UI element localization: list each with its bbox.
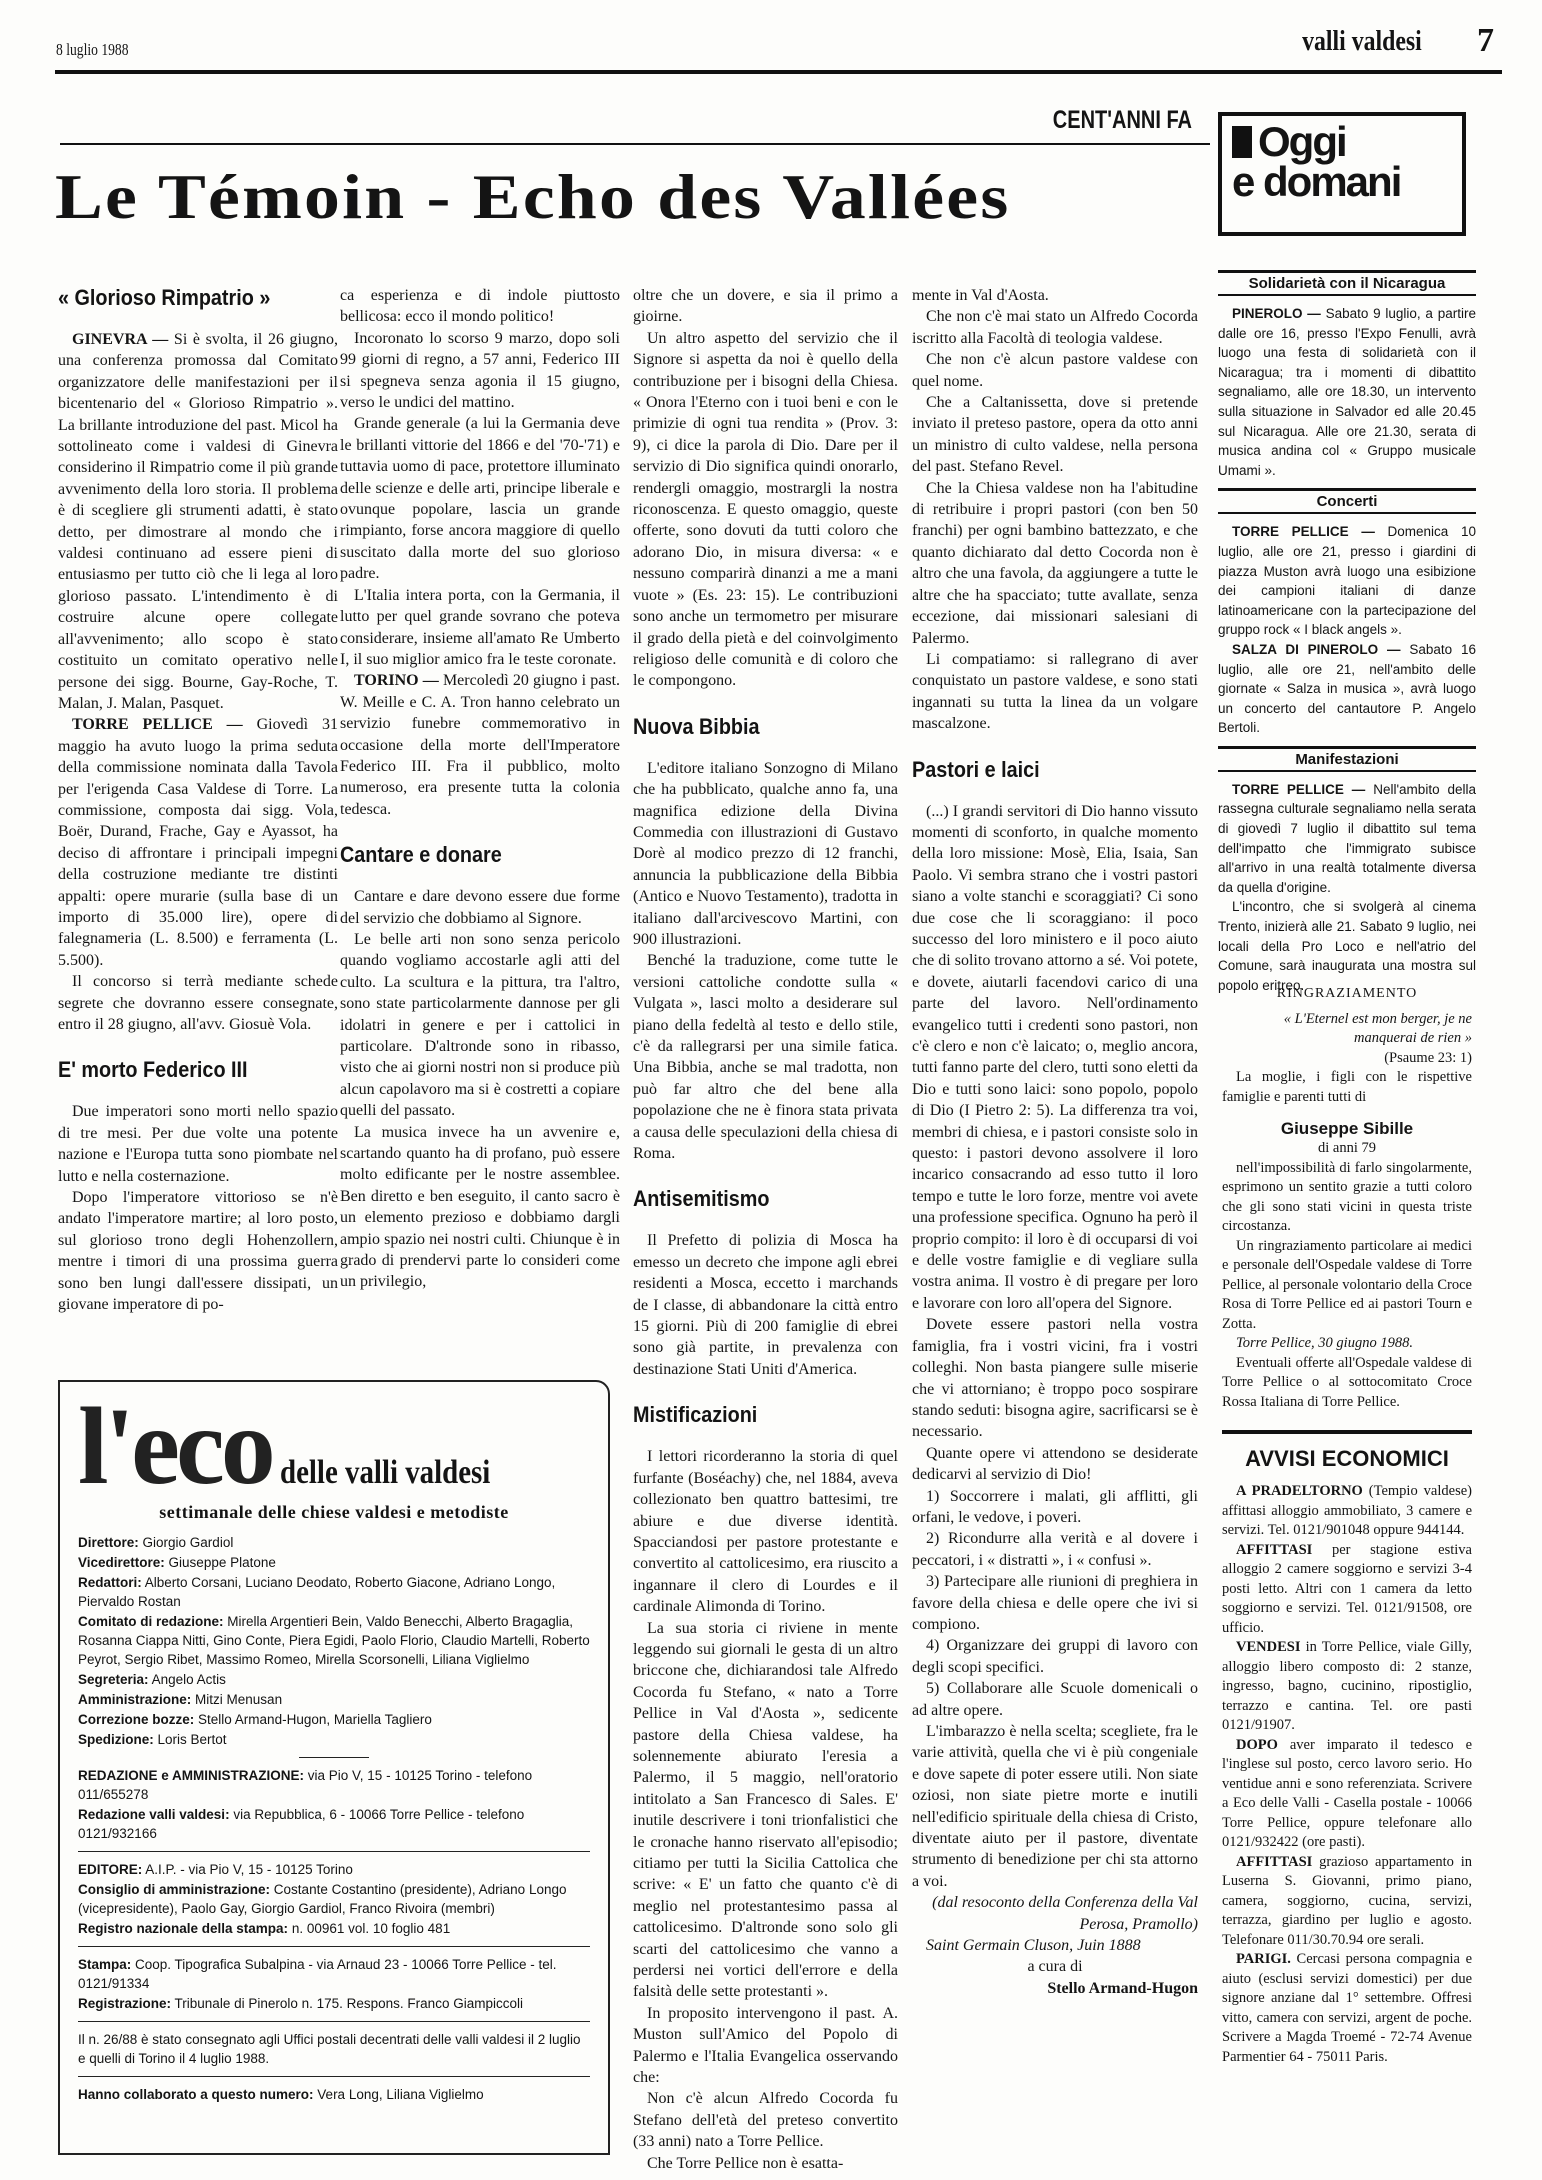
divider: [78, 2076, 590, 2077]
paragraph: Incoronato lo scorso 9 marzo, dopo soli 99 giorni di regno, a 57 anni, Federico III si spegneva senza agonia il 15 giugno, verso le undici del mattino.: [340, 329, 620, 412]
paragraph: 1) Soccorrere i malati, gli afflitti, gli orfani, le vedove, i poveri.: [912, 1487, 1198, 1526]
colophon-value: Alberto Corsani, Luciano Deodato, Roberto Giacone, Adriano Longo, Piervaldo Rostan: [78, 1575, 556, 1609]
article-heading: « Glorioso Rimpatrio »: [58, 285, 271, 310]
paragraph: mente in Val d'Aosta.: [912, 287, 1049, 304]
paragraph: TORRE PELLICE — Giovedì 31 maggio ha avuto luogo la prima seduta della commissione nominata dalla Tavola per l'erigenda Casa Valdese di Torre. La commissione, composta dai sigg. Vola, Boër, Durand, Frache, Gay e Ayassot, ha deciso di affrontare i principali impegni della costruzione mediante tre distinti appalti: opere murarie (sulla base di un importo di 35.000 lire), opere di falegnameria (L. 8.500) e ferramenta (L. 5.500).: [58, 716, 339, 969]
paragraph: Il concorso si terrà mediante schede segrete che dovranno essere consegnate, entro il 28 giugno, all'avv. Giosuè Vola.: [58, 973, 338, 1033]
dateline: DOPO: [1236, 1736, 1278, 1753]
paragraph: (Psaume 23: 1): [1384, 1049, 1472, 1066]
paragraph: (dal resoconto della Conferenza della Val Perosa, Pramollo): [932, 1894, 1198, 1933]
paragraph: Non c'è alcun Alfredo Cocorda fu Stefano dell'età del preteso convertito (33 anni) nato a Torre Pellice.: [633, 2090, 898, 2151]
page-title: Le Témoin - Echo des Vallées: [55, 161, 1011, 232]
column-4: [912, 285, 1198, 1999]
eco-logo-subtitle: delle valli valdesi: [279, 1454, 491, 1491]
paragraph: In proposito intervengono il past. A. Muston sull'Amico del Popolo di Palermo e l'Italia Evangelica osservando che:: [633, 2004, 898, 2087]
page-number: 7: [1477, 22, 1494, 59]
paragraph: La musica invece ha un avvenire e, scartando quanto ha di profano, può essere molto edificante per le nostre assemblee. Ben diretto e ben eseguito, il canto sacro è un elemento prezioso e dobbiamo dargli ampio spazio nei nostri culti. Chiunque è in grado di prendervi parte lo consideri come un privilegio,: [340, 1123, 620, 1291]
colophon-value: Tribunale di Pinerolo n. 175. Respons. Franco Giampiccoli: [174, 1996, 523, 2011]
paragraph: Grande generale (a lui la Germania deve le brillanti vittorie del 1866 e del '70-'71) e tuttavia uomo di pace, protettore illuminato delle scienze e delle arti, principe liberale e ovunque popolare, lascia un grande rimpianto, forse ancora maggiore di quello suscitato dalla morte del suo glorioso padre.: [340, 415, 620, 583]
colophon-label: Redazione valli valdesi:: [78, 1807, 230, 1822]
colophon-label: Registro nazionale della stampa:: [78, 1921, 289, 1936]
article-heading: Cantare e donare: [340, 842, 502, 868]
colophon-line: [78, 1860, 590, 1879]
colophon-line: [78, 1612, 590, 1669]
events-column: [1218, 262, 1476, 995]
divider: [299, 1757, 369, 1758]
colophon-value: Giorgio Gardiol: [142, 1535, 234, 1550]
paragraph: Benché la traduzione, come tutte le versioni cattoliche condotte sulla « Vulgata », lasci molto a desiderare sul piano della fedeltà al testo e dello stile, c'è da rallegrarsi per una simile fatica. Una Bibbia, anche se mal tradotta, non può far altro che del bene alla popolazione che ne è finora stata privata a causa delle speculazioni della chiesa di Roma.: [633, 952, 898, 1163]
paragraph: « L'Eternel est mon berger, je ne manquerai de rien »: [1283, 1010, 1472, 1046]
colophon-label: Segreteria:: [78, 1672, 149, 1687]
person-name: Giuseppe Sibille: [1280, 1119, 1414, 1138]
colophon-line: [78, 1880, 590, 1918]
oggi-subtitle: e domani: [1232, 158, 1401, 205]
paragraph: Un ringraziamento particolare ai medici e personale dell'Ospedale valdese di Torre Pellice, al personale volontario della Croce Rosa di Torre Pellice ed ai pastori Tourn e Zotta.: [1222, 1237, 1472, 1332]
paragraph: Che non c'è mai stato un Alfredo Cocorda iscritto alla Facoltà di teologia valdese.: [912, 308, 1198, 347]
column-3: [633, 285, 898, 2174]
colophon-label: Amministrazione:: [78, 1692, 192, 1707]
paragraph: SALZA DI PINEROLO — Sabato 16 luglio, alle ore 21, nell'ambito delle giornate « Salza in musica », avrà luogo un concerto del cantautore P. Angelo Bertoli.: [1218, 641, 1476, 736]
dateline: SALZA DI PINEROLO —: [1232, 641, 1401, 657]
paragraph: (...) I grandi servitori di Dio hanno vissuto momenti di sconforto, in qualche momento della loro missione: Mosè, Elia, Isaia, San Paolo. Vi sembra strano che i vostri pastori siano a volte stanchi e scoraggiati? Ci sono due cose che li scoraggiano: il poco successo del loro ministero e il poco aiuto che di solito trovano attorno a sé. Voi potete, e dovete, aiutarli facendovi carico di una parte del lavoro. Nell'ordinamento evangelico tutti i credenti sono pastori, non c'è clero e non c'è laicato; o, meglio ancora, tutti fanno parte del clero, tutti sono eletti da Dio e tutti sono laici: sono popolo, popolo di Dio (I Pietro 2: 5). La differenza tra voi, membri di chiesa, e i pastori consiste solo in questo: i pastori devono assolvere il loro incarico consacrando ad esso tutto il loro tempo e tutte le loro forze, mentre voi avete una professione specifica. Ognuno ha però il proprio compito: il loro è di occuparsi di voi e delle vostre famiglie e di vegliare sulla vostra anima. Il vostro è di pregare per loro e lavorare con loro all'opera del Signore.: [912, 802, 1198, 1312]
paragraph: Che non c'è alcun pastore valdese con quel nome.: [912, 351, 1198, 390]
paragraph: L'incontro, che si svolgerà al cinema Trento, inizierà alle 21. Sabato 9 luglio, nei locali della Pro Loco e nell'atrio del Comune, sarà inaugurata una mostra sul popolo eritreo.: [1218, 899, 1476, 993]
colophon-label: Registrazione:: [78, 1996, 172, 2011]
colophon-value: Giuseppe Platone: [168, 1555, 276, 1570]
colophon-line: [78, 1573, 590, 1611]
divider: [78, 1946, 590, 1947]
colophon-line: [78, 1955, 590, 1993]
dateline: GINEVRA —: [72, 331, 169, 348]
paragraph: L'editore italiano Sonzogno di Milano che ha pubblicato, qualche anno fa, una magnifica edizione della Divina Commedia con illustrazioni di Gustavo Dorè al modico prezzo di 12 franchi, annuncia la pubblicazione della Bibbia (Antico e Nuovo Testamento), tradotta in italiano dall'arcivescovo Martini, con 900 illustrazioni.: [633, 759, 898, 948]
paragraph: a cura di: [1027, 1958, 1083, 1976]
colophon-label: Vicedirettore:: [78, 1555, 165, 1570]
paragraph: Il Prefetto di polizia di Mosca ha emesso un decreto che impone agli ebrei residenti a Mosca, eccetto i marchands de I classe, di abbandonare la città entro 15 giorni. Più di 200 famiglie di ebrei sono già partite, in prevalenza con destinazione Stati Uniti d'America.: [633, 1232, 898, 1378]
colophon-label: Comitato di redazione:: [78, 1614, 224, 1629]
colophon-label: Correzione bozze:: [78, 1712, 195, 1727]
paragraph: AFFITTASI grazioso appartamento in Luserna S. Giovanni, primo piano, camera, soggiorno, cucina, servizi, terrazza, giardino per luglio e agosto. Telefonare 011/30.70.94 ore serali.: [1222, 1853, 1473, 1948]
colophon-line: [78, 1766, 590, 1804]
colophon-value: Angelo Actis: [151, 1672, 226, 1687]
colophon-line: [78, 1553, 590, 1572]
colophon-line: [78, 1533, 590, 1552]
paragraph: di anni 79: [1318, 1140, 1376, 1156]
paragraph: 2) Ricondurre alla verità e al dovere i peccatori, i « distratti », i « confusi ».: [912, 1530, 1198, 1569]
paragraph: DOPO aver imparato il tedesco e l'inglese sul posto, cerco lavoro serio. Ho ventidue anni e sono referenziata. Scrivere a Eco delle Valli - Casella postale - 10066 Torre Pellice, oppure telefonare allo 0121/932422 (ore pasti).: [1222, 1736, 1472, 1850]
colophon-value: Stello Armand-Hugon, Mariella Tagliero: [198, 1712, 432, 1727]
divider: [78, 2021, 590, 2022]
paragraph: A PRADELTORNO (Tempio valdese) affittasi alloggio ammobiliato, 3 camere e servizi. Tel. 0121/901048 oppure 944144.: [1222, 1483, 1472, 1538]
dateline: PINEROLO —: [1232, 306, 1321, 321]
oggi-title: Oggi: [1258, 118, 1346, 165]
paragraph: oltre che un dovere, e sia il primo a gioirne.: [633, 287, 898, 326]
colophon-line: [78, 1710, 590, 1729]
colophon-box: [58, 1380, 610, 2155]
divider: [78, 1851, 590, 1852]
dateline: A PRADELTORNO: [1236, 1483, 1363, 1499]
colophon-label: Direttore:: [78, 1535, 139, 1550]
paragraph: Dovete essere pastori nella vostra famiglia, fra i vostri vicini, fra i vostri colleghi. Non basta piangere sulle miserie che vi attorniano; è troppo poco sospirare stando seduti: bisogna agire, sacrificarsi se è necessario.: [912, 1316, 1198, 1441]
article-heading: Nuova Bibbia: [633, 713, 760, 739]
colophon-value: via Pio V, 15 - 10125 Torino - telefono 011/655278: [78, 1768, 533, 1802]
colophon-value: Costante Costantino (presidente), Adriano Longo (vicepresidente), Paolo Gay, Giorgio Gardiol, Franco Rivoira (membri): [78, 1882, 567, 1916]
collaborators-names: Vera Long, Liliana Viglielmo: [317, 2087, 484, 2102]
dateline: PARIGI.: [1236, 1951, 1291, 1967]
kicker: CENT'ANNI FA: [1052, 106, 1192, 134]
paragraph: PARIGI. Cercasi persona compagnia e aiuto (esclusi servizi domestici) per due signore anziane dal 1° settembre. Offresi vitto, camera con servizi, argent de poche. Scrivere a Magda Troemé - 72-74 Avenue Parmentier 64 - 75011 Paris.: [1222, 1951, 1473, 2065]
colophon-label: Spedizione:: [78, 1732, 154, 1747]
dateline: AFFITTASI: [1236, 1853, 1313, 1870]
article-heading: Pastori e laici: [912, 756, 1040, 782]
colophon-line: [78, 1730, 590, 1749]
article-heading: Mistificazioni: [633, 1402, 758, 1428]
top-rule: [55, 70, 1502, 74]
dateline: TORRE PELLICE —: [72, 716, 243, 734]
paragraph: 4) Organizzare dei gruppi di lavoro con degli scopi specifici.: [912, 1637, 1198, 1676]
colophon-value: Loris Bertot: [157, 1732, 227, 1747]
paragraph: L'Italia intera porta, con la Germania, il lutto per quel grande sovrano che poteva considerare, insieme all'amato Re Umberto I, il suo miglior amico fra le teste coronate.: [340, 586, 620, 668]
collaborators-label: Hanno collaborato a questo numero:: [78, 2087, 314, 2102]
paragraph: Un altro aspetto del servizio che il Signore si aspetta da noi è quello della contribuzione per i bisogni della Chiesa. « Onora l'Eterno con i tuoi beni e con le primizie di ogni tua rendita » (Prov. 3: 9), ci dice la parola di Dio. Dare per il servizio di Dio significa quindi onorarlo, rendergli omaggio, mostrargli la nostra riconoscenza. E questo omaggio, queste offerte, sono dovuti da tutti coloro che adorano Dio, in misura diversa: « e nessuno comparirà dinanzi a me a mani vuote » (Es. 23: 15). Le contribuzioni sono anche un termometro per misurare il grado della pietà e del coinvolgimento religioso delle comunità e di coloro che le compongono.: [633, 329, 898, 690]
paragraph: ca esperienza e di indole piuttosto bellicosa: ecco il mondo politico!: [340, 287, 620, 326]
section-name: valli valdesi: [1302, 26, 1422, 57]
paragraph: 5) Collaborare alle Scuole domenicali o ad altre opere.: [912, 1680, 1198, 1719]
paragraph: Saint Germain Cluson, Juin 1888: [926, 1937, 1141, 1955]
paragraph: AFFITTASI per stagione estiva alloggio 2 camere soggiorno e servizi 3-4 posti letto. Altri con 1 camera da letto soggiorno e servizi. Tel. 0121/91508, ore ufficio.: [1222, 1541, 1472, 1636]
eco-logo: l'eco: [78, 1385, 272, 1507]
notices-column: [1222, 970, 1472, 2067]
address-list: [78, 1766, 590, 1843]
colophon-label: REDAZIONE e AMMINISTRAZIONE:: [78, 1768, 304, 1783]
colophon-value: Mitzi Menusan: [195, 1692, 283, 1707]
paragraph: Eventuali offerte all'Ospedale valdese di Torre Pellice o al sottocomitato Croce Rossa Italiana di Torre Pellice.: [1222, 1354, 1472, 1410]
colophon-line: [78, 1805, 590, 1843]
colophon-value: Coop. Tipografica Subalpina - via Arnaud 23 - 10066 Torre Pellice - tel. 0121/91334: [78, 1957, 557, 1991]
colophon-label: Redattori:: [78, 1575, 142, 1590]
headline-rule: [60, 143, 1210, 145]
colophon-line: [78, 1670, 590, 1689]
colophon-label: Stampa:: [78, 1957, 132, 1972]
paragraph: Dopo l'imperatore vittorioso se n'è andato l'imperatore martire; al loro posto, sul glorioso trono degli Hohenzollern, mentre i timori di una prossima guerra sono ben lungi dall'essere dissipati, un giovane imperatore di po-: [58, 1189, 338, 1314]
colophon-line: [78, 1690, 590, 1709]
paragraph: VENDESI in Torre Pellice, viale Gilly, alloggio libero composto di: 2 stanze, ingresso, bagno, cucinino, ripostiglio, terrazzo e cantina. Tel. ore pasti 0121/91907.: [1222, 1639, 1472, 1733]
dateline: VENDESI: [1236, 1639, 1301, 1655]
article-heading: E' morto Federico III: [58, 1057, 248, 1083]
paragraph: Che la Chiesa valdese non ha l'abitudine di retribuire i propri pastori (con ben 50 franchi) per ogni bambino battezzato, e che quanto dichiarato dal detto Cocorda non è altro che una favola, da aggiungere a tutte le altre che ha spacciato; tutte avallate, senza eccezione, dai missionari salesiani di Palermo.: [912, 479, 1198, 647]
paragraph: Che a Caltanissetta, dove si pretende inviato il preteso pastore, opera da otto anni un ministro di culto valdese, nella persona del past. Stefano Revel.: [912, 394, 1198, 476]
paragraph: GINEVRA — Si è svolta, il 26 giugno, una conferenza promossa dal Comitato organizzatore delle manifestazioni per il bicentenario del « Glorioso Rimpatrio ». La brillante introduzione del past. Micol ha sottolineato come i valdesi di Ginevra considerino il Rimpatrio come il più grande avvenimento della loro storia. Il problema è di scegliere gli strumenti adatti, è stato detto, per dimostrare al mondo che i valdesi continuano ad essere pieni di entusiasmo per tutto ciò che li lega al loro glorioso passato. L'intendimento è di costruire alcune opere collegate all'avvenimento; allo scopo è stato costituito un comitato operativo nelle persone dei sigg. Bourne, Gay-Roche, T. Malan, J. Malan, Pasquet.: [58, 331, 339, 712]
notice-heading: RINGRAZIAMENTO: [1276, 986, 1418, 1001]
paragraph: La sua storia ci riviene in mente leggendo sui giornali le gesta di un altro briccone che, dichiarandosi tale Alfredo Cocorda fu Stefano, « nato a Torre Pellice in Val d'Aosta », sedicente pastore della Chiesa valdese, ha solennemente abiurato l'eresia a Palermo, il 5 maggio, nell'oratorio intitolato a San Francesco di Sales. E' inutile descrivere i toni trionfalistici che le cronache hanno riservato all'episodio; citiamo per tutti la Sicilia Cattolica che scrive: « E' un fatto che quanto c'è di meglio nel protestantesimo passa al cattolicesimo. D'altronde sono solo gli scarti del cattolicesimo che vanno a perdersi nei vortici dell'errore e della falsità delle sette protestanti ».: [633, 1619, 898, 2001]
print-list: [78, 1955, 590, 2013]
section-heading: Solidarietà con il Nicaragua: [1218, 270, 1476, 296]
dateline: AFFITTASI: [1236, 1541, 1313, 1558]
paragraph: PINEROLO — Sabato 9 luglio, a partire dalle ore 16, presso l'Expo Fenulli, avrà luogo una festa di solidarietà con il Nicaragua; tra i momenti di dibattito segnaliamo, alle ore 18.30, un intervento sulla situazione in Salvador ed alle 20.45 sul Nicaragua. Alle ore 21.30, serata di musica andina col « Gruppo musicale Umami ».: [1218, 306, 1476, 478]
square-bullet-icon: [1232, 126, 1252, 158]
dateline: TORINO —: [354, 672, 439, 690]
colophon-value: A.I.P. - via Pio V, 15 - 10125 Torino: [145, 1862, 353, 1877]
publisher-list: [78, 1860, 590, 1938]
classifieds-heading: AVVISI ECONOMICI: [1222, 1430, 1472, 1472]
paragraph: Due imperatori sono morti nello spazio di tre mesi. Per due volte una potente nazione e l'Europa tutta sono piombate nel lutto e nella costernazione.: [58, 1103, 338, 1185]
paragraph: I lettori ricorderanno la storia di quel furfante (Boséachy) che, nel 1884, aveva collezionato ben quattro battesimi, tre abiure e due diverse identità. Spacciandosi per pastore protestante e convertito al cattolicesimo, era riuscito a ingannare il clero di Lourdes e il cardinale Alimonda di Torino.: [633, 1448, 898, 1616]
dateline: TORRE PELLICE —: [1232, 524, 1375, 540]
issue-date: 8 luglio 1988: [56, 40, 129, 59]
paragraph: Stello Armand-Hugon: [1047, 1979, 1198, 1997]
paragraph: Quante opere vi attendono se desiderate dedicarvi al servizio di Dio!: [912, 1444, 1198, 1484]
paragraph: TORRE PELLICE — Nell'ambito della rassegna culturale segnaliamo nella serata di giovedì 7 luglio il dibattito sul tema dell'impatto che l'immigrato subisce all'arrivo in una realtà totalmente diversa da quella d'origine.: [1218, 781, 1476, 895]
colophon-value: via Repubblica, 6 - 10066 Torre Pellice - telefono 0121/932166: [78, 1807, 525, 1841]
column-1: [58, 285, 338, 1315]
paragraph: 3) Partecipare alle riunioni di preghiera in favore della chiesa e delle opere che ivi si compiono.: [912, 1573, 1198, 1633]
colophon-line: [78, 1994, 590, 2013]
eco-tagline: settimanale delle chiese valdesi e metodiste: [159, 1502, 509, 1522]
paragraph: TORRE PELLICE — Domenica 10 luglio, alle ore 21, presso i giardini di piazza Muston avrà luogo una esibizione dei campioni italiani di danze latinoamericane con la partecipazione del gruppo rock « I black angels ».: [1218, 524, 1476, 638]
paragraph: Li compatiamo: si rallegrano di aver conquistato un pastore valdese, e sono stati ingannati su tutta la linea da un volgare mascalzone.: [912, 650, 1198, 733]
colophon-line: [78, 1919, 590, 1938]
colophon-label: EDITORE:: [78, 1862, 143, 1877]
colophon-label: Consiglio di amministrazione:: [78, 1882, 271, 1897]
section-heading: Manifestazioni: [1218, 746, 1476, 772]
oggi-e-domani-box: [1218, 112, 1466, 236]
dateline: TORRE PELLICE —: [1232, 781, 1366, 797]
paragraph: nell'impossibilità di farlo singolarmente, esprimono un sentito grazie a tutti coloro che gli sono stati vicini in questa triste circostanza.: [1222, 1159, 1472, 1234]
collaborators: [78, 2085, 590, 2104]
paragraph: Torre Pellice, 30 giugno 1988.: [1236, 1335, 1413, 1351]
postal-notice: Il n. 26/88 è stato consegnato agli Uffici postali decentrati delle valli valdesi il 2 luglio e quelli di Torino il 4 luglio 1988.: [78, 2032, 581, 2066]
article-heading: Antisemitismo: [633, 1186, 770, 1212]
colophon-value: Mirella Argentieri Bein, Valdo Benecchi, Alberto Bragaglia, Rosanna Ciappa Nitti, Gino Conte, Piera Egidi, Paolo Florio, Claudio Martelli, Roberto Peyrot, Sergio Ribet, Massimo Romeo, Mirella Scorsonelli, Liliana Viglielmo: [78, 1614, 590, 1667]
paragraph: Cantare e dare devono essere due forme del servizio che dobbiamo al Signore.: [340, 888, 620, 927]
column-2: [340, 285, 620, 1293]
paragraph: La moglie, i figli con le rispettive famiglie e parenti tutti di: [1222, 1069, 1472, 1105]
section-heading: Concerti: [1218, 488, 1476, 514]
paragraph: Che Torre Pellice non è esatta-: [647, 2154, 844, 2172]
colophon-value: n. 00961 vol. 10 foglio 481: [291, 1921, 451, 1936]
paragraph: L'imbarazzo è nella scelta; scegliete, fra le varie attività, quella che vi è più congeniale e dove sapete di poter essere utili. Non siate oziosi, non siate pietre morte e inutili nell'edificio spirituale della chiesa di Cristo, diventate aiuto per il pastore, diventate strumento di benedizione per chi sta attorno a voi.: [912, 1723, 1198, 1890]
paragraph: Le belle arti non sono senza pericolo quando vogliamo accostarle agli atti del culto. La scultura e la pittura, tra l'altro, sono state particolarmente dannose per gli idolatri in genere e per i cattolici in particolare. D'altronde sono in ribasso, visto che ai giorni nostri non si produce più alcun capolavoro ma si è costretti a copiare quelli del passato.: [340, 930, 620, 1120]
staff-list: [78, 1533, 590, 1749]
paragraph: TORINO — Mercoledì 20 giugno i past. W. Meille e C. A. Tron hanno celebrato un servizio funebre commemorativo in occasione della morte dell'Imperatore Federico III. Fra il pubblico, molto numeroso, era presente tutta la colonia tedesca.: [340, 672, 621, 818]
